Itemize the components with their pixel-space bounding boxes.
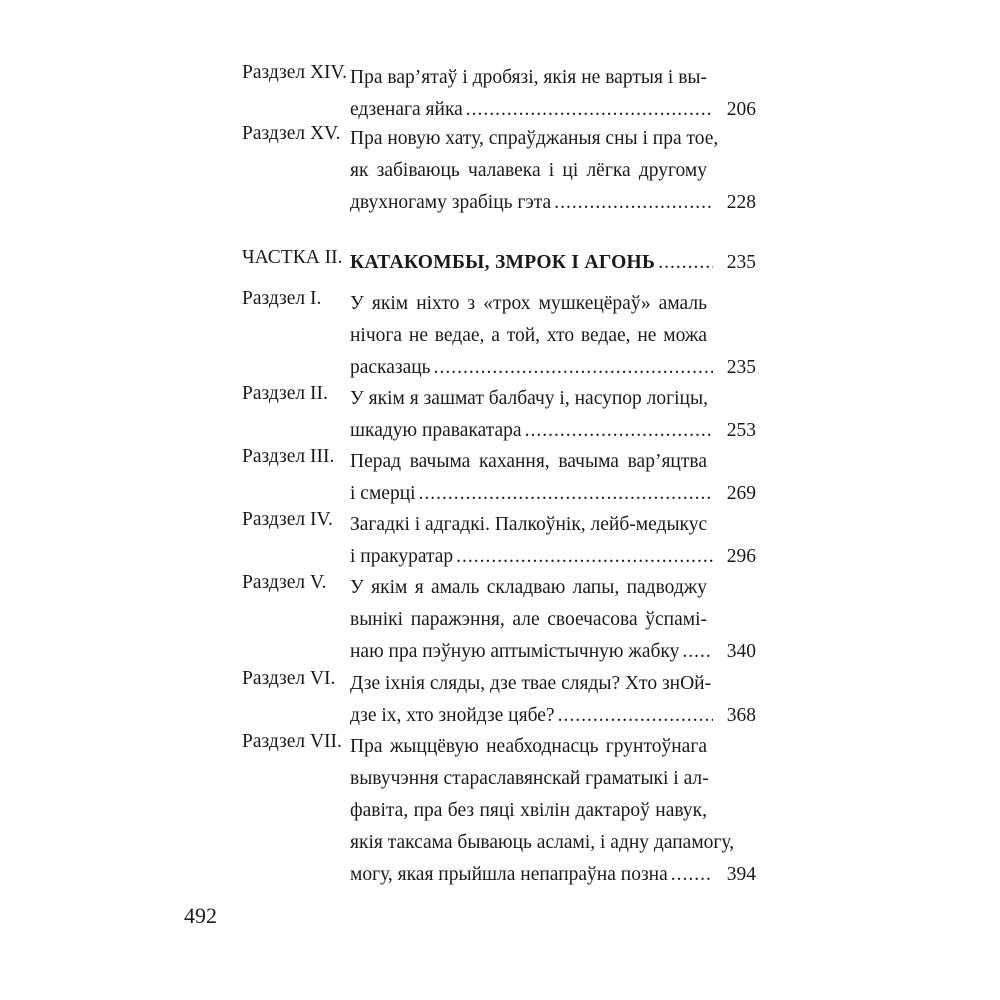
dot-leader <box>419 478 713 510</box>
page-folio-number: 492 <box>184 903 217 928</box>
page-number: 235 <box>726 252 756 273</box>
dot-leader <box>658 247 713 279</box>
entry-title-line: Пра новую хату, спраўджаныя сны і пра тое, <box>350 128 719 149</box>
entry-title-line: двухногаму зрабіць гэта <box>350 192 552 213</box>
entry-title-line: У якім я амаль складваю лапы, падводжу <box>350 577 707 598</box>
entry-title-line: расказаць <box>350 357 431 378</box>
page-number: 394 <box>726 864 756 885</box>
section-label: Раздзел III. <box>242 446 335 467</box>
page-number: 296 <box>726 546 756 567</box>
section-label: Раздзел I. <box>242 288 322 309</box>
page-number: 340 <box>726 641 756 662</box>
page-number: 228 <box>726 192 756 213</box>
entry-title-line: Загадкі і адгадкі. Палкоўнік, лейб-медыкус <box>350 514 708 535</box>
entry-title-line: і смерці <box>350 483 416 504</box>
entry-title-line: якія таксама бываюць асламі, і адну дапамогу, <box>350 832 735 853</box>
section-label: Раздзел XV. <box>242 123 341 144</box>
dot-leader <box>671 859 713 891</box>
dot-leader <box>554 187 713 219</box>
entry-title-line: Дзе іхнія сляды, дзе твае сляды? Хто знОй- <box>350 673 712 694</box>
entry-title-line: вынікі паражэння, але своечасова ўспамі- <box>350 609 707 630</box>
page-number: 269 <box>726 483 756 504</box>
page-number: 235 <box>726 357 756 378</box>
part-title: КАТАКОМБЫ, ЗМРОК І АГОНЬ <box>350 252 656 273</box>
dot-leader <box>558 700 713 732</box>
page-number: 253 <box>726 420 756 441</box>
dot-leader <box>466 94 713 126</box>
entry-title-line: шкадую правакатара <box>350 420 522 441</box>
section-label: Раздзел II. <box>242 383 328 404</box>
entry-title-line: едзенага яйка <box>350 99 463 120</box>
page-number: 206 <box>726 99 756 120</box>
entry-title-line: як забіваюць чалавека і ці лёгка другому <box>350 160 707 181</box>
dot-leader <box>682 636 713 668</box>
entry-title-line: наю пра пэўную аптымістычную жабку <box>350 641 680 662</box>
entry-title-line: і пракуратар <box>350 546 454 567</box>
entry-title-line: Пра жыццёвую неабходнасць грунтоўнага <box>350 736 707 757</box>
entry-title-line: У якім я зашмат балбачу і, насупор логіцы, <box>350 388 708 409</box>
entry-title-line: Перад вачыма кахання, вачыма вар’яцтва <box>350 451 707 472</box>
page-number: 368 <box>726 705 756 726</box>
entry-title-line: могу, якая прыйшла непапраўна позна <box>350 864 668 885</box>
entry-title-line: Пра вар’ятаў і дробязі, якія не вартыя і вы- <box>350 67 707 88</box>
section-label: Раздзел VI. <box>242 668 336 689</box>
dot-leader <box>456 541 713 573</box>
section-label: Раздзел IV. <box>242 509 333 530</box>
section-label: Раздзел XIV. <box>242 62 347 83</box>
entry-title-line: вывучэння стараславянскай граматыкі і ал- <box>350 768 709 789</box>
entry-title-line: У якім ніхто з «трох мушкецёраў» амаль <box>350 293 707 314</box>
entry-title-line: фавіта, пра без пяці хвілін дактароў навук, <box>350 800 707 821</box>
section-label: Раздзел V. <box>242 572 327 593</box>
dot-leader <box>434 352 713 384</box>
part-label: ЧАСТКА II. <box>242 247 343 268</box>
entry-title-line: нічога не ведае, а той, хто ведае, не можа <box>350 325 707 346</box>
section-label: Раздзел VII. <box>242 731 342 752</box>
entry-title-line: дзе іх, хто знойдзе цябе? <box>350 705 555 726</box>
dot-leader <box>525 415 713 447</box>
